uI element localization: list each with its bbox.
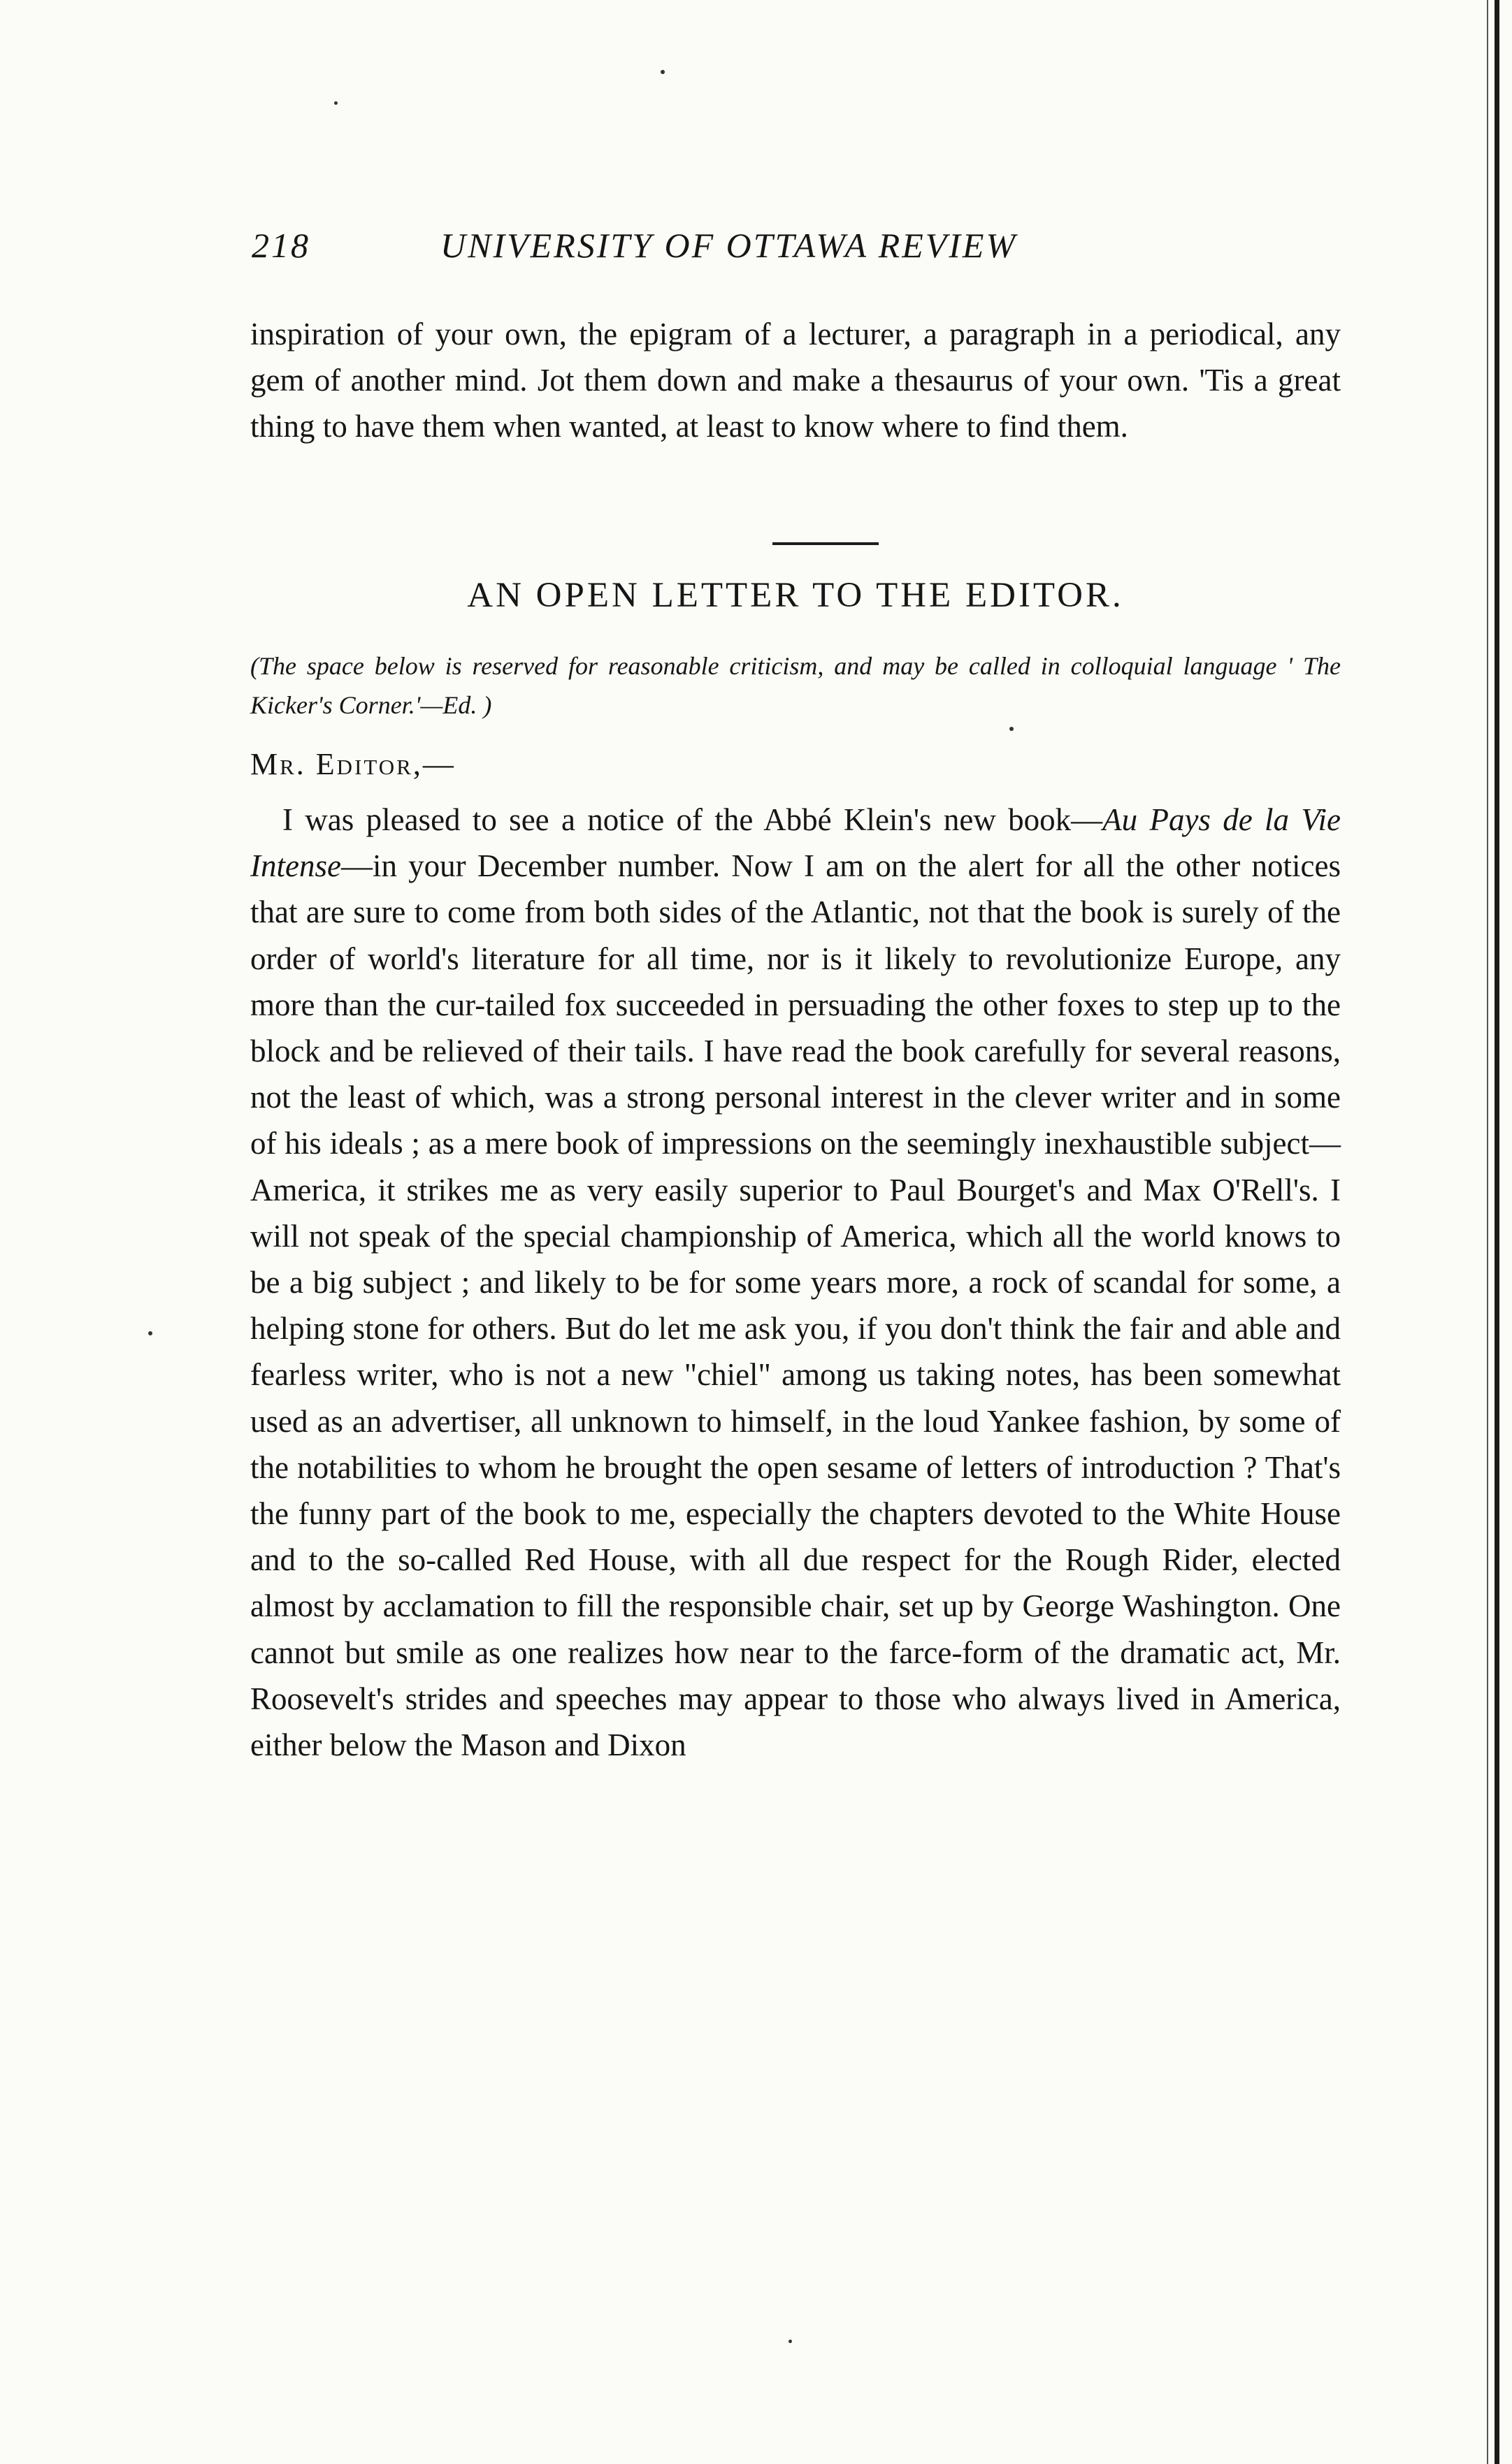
scan-binding-edge [1495, 0, 1499, 2464]
scan-speck [334, 101, 338, 105]
page-number: 218 [252, 226, 310, 265]
letter-body [250, 797, 1341, 1768]
scan-speck [148, 1331, 152, 1335]
journal-title: UNIVERSITY OF OTTAWA REVIEW [440, 226, 1018, 265]
scan-binding-line [1487, 0, 1488, 2464]
section-divider [772, 542, 879, 545]
letter-body-part1: I was pleased to see a notice of the Abbé Klein's new book— [282, 802, 1103, 837]
scan-speck [789, 2340, 792, 2343]
editor-note: (The space below is reserved for reasonable criticism, and may be called in colloquial language ' The Kicker's Corner.'—Ed. ) [250, 652, 1341, 719]
scan-speck [1009, 727, 1014, 731]
salutation: Mr. Editor,— [250, 747, 456, 781]
scan-speck [661, 70, 665, 74]
article-heading: AN OPEN LETTER TO THE EDITOR. [467, 576, 1124, 615]
book-title: Au Pays de la Vie Intense [250, 802, 1341, 884]
letter-body-part2: —in your December number. Now I am on the alert for all the other notices that are sure to come from both sides of the Atlantic, not that the book is surely of the order of world's literature for all time, nor is it likely to revolutionize Europe, any more than the cur-tailed fox succeeded in persuading the other foxes to step up to the block and be relieved of their tails. I have read the book carefully for several reasons, not the least of which, was a strong personal interest in the clever writer and in some of his ideals ; as a mere book of impressions on the seemingly inexhaustible subject—America, it strikes me as very easily superior to Paul Bourget's and Max O'Rell's. I will not speak of the special championship of America, which all the world knows to be a big subject ; and likely to be for some years more, a rock of scandal for some, a helping stone for others. But do let me ask you, if you don't think the fair and able and fearless writer, who is not a new "chiel" among us taking notes, has been somewhat used as an advertiser, all unknown to himself, in the loud Yankee fashion, by some of the notabilities to whom he brought the open sesame of letters of introduction ? That's the funny part of the book to me, especially the chapters devoted to the White House and to the so-called Red House, with all due respect for the Rough Rider, elected almost by acclamation to fill the responsible chair, set up by George Washington. One cannot but smile as one realizes how near to the farce-form of the dramatic act, Mr. Roosevelt's strides and speeches may appear to those who always lived in America, either below the Mason and Dixon [250, 848, 1341, 1763]
intro-paragraph: inspiration of your own, the epigram of a lecturer, a paragraph in a periodical, any gem of another mind. Jot them down and make a thesaurus of your own. 'Tis a great thing to have them when wanted, at least to know where to find them. [250, 317, 1341, 444]
